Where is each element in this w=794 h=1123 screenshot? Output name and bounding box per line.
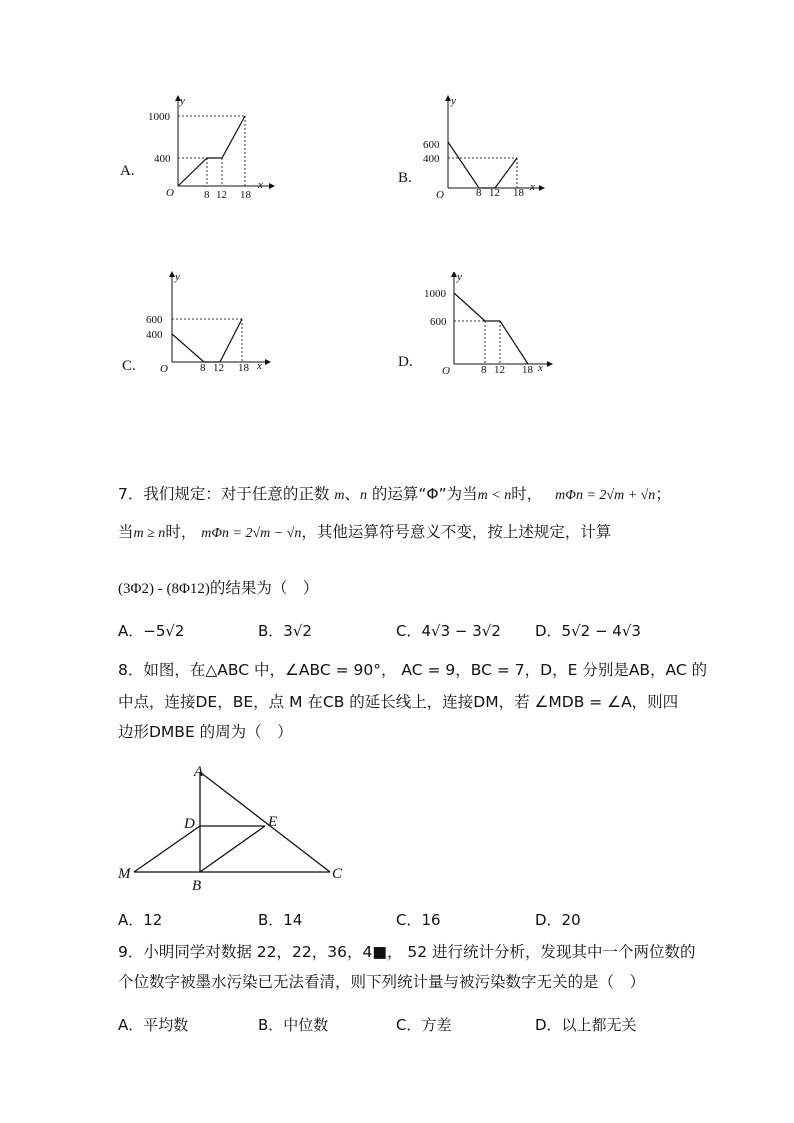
graph-a	[140, 92, 280, 202]
q7-line2: 当m ≥ n时， mΦn = 2√m − √n，其他运算符号意义不变，按上述规定，计算	[118, 523, 612, 541]
x-axis-label: x	[257, 360, 262, 372]
y-tick: 1000	[424, 288, 446, 300]
option-a-label: A.	[120, 163, 135, 179]
q9-choice-a[interactable]: A．平均数	[118, 1016, 189, 1034]
q7-choice-b[interactable]: B．3√2	[258, 622, 312, 640]
q7-line3: (3Φ2) - (8Φ12)的结果为（ ）	[118, 579, 319, 597]
x-tick: 18	[513, 187, 524, 199]
q8-choice-b[interactable]: B．14	[258, 911, 303, 929]
option-c-label: C.	[122, 358, 136, 374]
point-m-label: M	[118, 866, 131, 882]
q8-choice-c[interactable]: C．16	[396, 911, 441, 929]
y-tick: 600	[430, 316, 447, 328]
y-tick: 600	[423, 139, 440, 151]
y-tick: 600	[146, 314, 163, 326]
q8-line3: 边形DMBE 的周为（ ）	[118, 723, 293, 741]
x-tick: 12	[216, 189, 227, 201]
q9-choice-d[interactable]: D．以上都无关	[535, 1016, 637, 1034]
x-axis-label: x	[258, 179, 263, 191]
point-b-label: B	[192, 878, 202, 894]
q9-choice-c[interactable]: C．方差	[396, 1016, 452, 1034]
point-a-label: A	[194, 764, 204, 780]
triangle-figure	[112, 760, 352, 895]
y-tick: 400	[154, 153, 171, 165]
q7-choice-c[interactable]: C．4√3 − 3√2	[396, 622, 501, 640]
x-tick: 8	[200, 362, 206, 374]
graph-b	[418, 92, 558, 202]
origin-label: O	[442, 365, 450, 377]
x-tick: 18	[238, 362, 249, 374]
origin-label: O	[436, 189, 444, 201]
q7-choice-d[interactable]: D．5√2 − 4√3	[535, 622, 641, 640]
point-c-label: C	[332, 866, 343, 882]
q8-choice-a[interactable]: A．12	[118, 911, 163, 929]
x-tick: 8	[204, 189, 210, 201]
x-tick: 12	[494, 364, 505, 376]
point-d-label: D	[184, 816, 195, 832]
q7-line1: 7．我们规定：对于任意的正数 m、n 的运算“Φ”为当m < n时， mΦn = 2√m + √n；	[118, 485, 671, 503]
origin-label: O	[166, 187, 174, 199]
x-tick: 8	[476, 187, 482, 199]
x-tick: 18	[240, 189, 251, 201]
graph-b-line	[448, 142, 517, 188]
q8-line2: 中点，连接DE，BE，点 M 在CB 的延长线上，连接DM，若 ∠MDB = ∠A，则四	[118, 693, 679, 711]
x-tick: 12	[213, 362, 224, 374]
q9-choice-b[interactable]: B．中位数	[258, 1016, 329, 1034]
x-tick: 12	[489, 187, 500, 199]
x-tick: 18	[522, 364, 533, 376]
y-tick: 1000	[148, 111, 170, 123]
graph-c-line	[172, 319, 242, 362]
x-axis-label: x	[538, 362, 543, 374]
x-tick: 8	[481, 364, 487, 376]
graph-d	[418, 272, 558, 382]
option-d-label: D.	[398, 354, 413, 370]
graph-c	[140, 270, 280, 380]
graph-a-line	[178, 116, 245, 186]
y-axis-label: y	[451, 95, 456, 107]
y-axis-label: y	[180, 95, 185, 107]
q7-choice-a[interactable]: A．−5√2	[118, 622, 185, 640]
y-axis-label: y	[175, 271, 180, 283]
q9-line2: 个位数字被墨水污染已无法看清，则下列统计量与被污染数字无关的是（ ）	[118, 973, 646, 991]
q8-line1: 8．如图，在△ABC 中，∠ABC = 90°， AC = 9，BC = 7，D，E 分别是AB，AC 的	[118, 661, 708, 679]
q8-choice-d[interactable]: D．20	[535, 911, 581, 929]
y-tick: 400	[146, 329, 163, 341]
q9-line1: 9．小明同学对数据 22，22，36，4■， 52 进行统计分析，发现其中一个两位数的	[118, 943, 696, 961]
x-axis-label: x	[530, 181, 535, 193]
graph-d-line	[454, 293, 528, 364]
y-axis-label: y	[457, 272, 462, 283]
origin-label: O	[160, 363, 168, 375]
option-b-label: B.	[398, 170, 412, 186]
y-tick: 400	[423, 153, 440, 165]
point-e-label: E	[268, 814, 278, 830]
